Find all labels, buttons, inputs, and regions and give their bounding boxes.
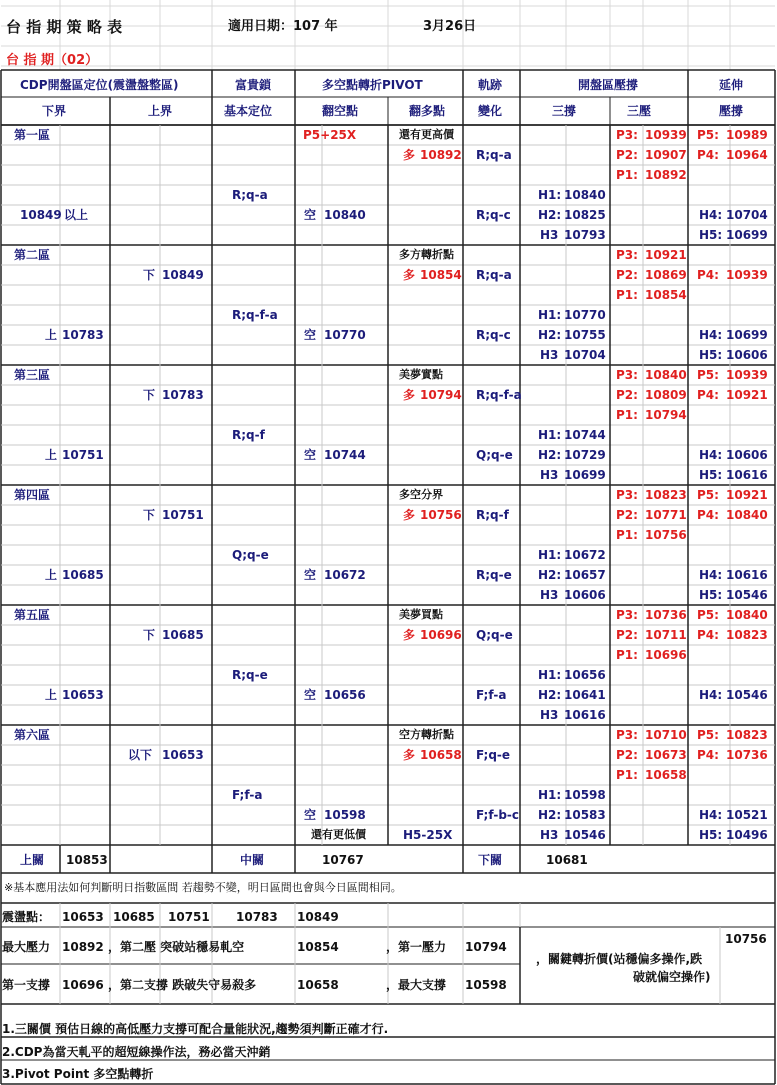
- p1-value: 10696: [645, 648, 687, 662]
- res1-label: ，第一壓力: [386, 940, 447, 954]
- h4-value: 10546: [726, 688, 768, 702]
- zone-lower: 10685: [62, 568, 104, 582]
- h4-value: 10606: [726, 448, 768, 462]
- h5-label: H5:: [699, 588, 723, 602]
- zone-track-short: R;q-c: [476, 328, 511, 342]
- col-header-open-sr: 開盤區壓撐: [578, 78, 639, 92]
- h1-label: H1:: [538, 548, 562, 562]
- h2-label: H2:: [538, 808, 562, 822]
- h2-value: 10729: [564, 448, 606, 462]
- footnote-2: 2.CDP為當天軋平的超短線操作法，務必當天沖銷: [2, 1045, 271, 1059]
- p2-value: 10673: [645, 748, 687, 762]
- h4-value: 10616: [726, 568, 768, 582]
- zone-upper-label: 下: [143, 508, 156, 522]
- summary-mid-value: 10767: [322, 853, 364, 867]
- p5-value: 10921: [726, 488, 768, 502]
- zone-base: F;f-a: [232, 788, 263, 802]
- p5-label: P5:: [697, 608, 719, 622]
- h1-label: H1:: [538, 308, 562, 322]
- col-header-track: 軌跡: [478, 78, 503, 92]
- col-header-pressure: 壓撐: [719, 104, 744, 118]
- p1-label: P1:: [616, 288, 638, 302]
- p2-label: P2:: [616, 628, 638, 642]
- zone-track-short: Q;q-e: [476, 448, 513, 462]
- h2-value: 10583: [564, 808, 606, 822]
- p2-value: 10869: [645, 268, 687, 282]
- zone-lower-label: 上: [45, 328, 58, 342]
- h5-value: 10699: [726, 228, 768, 242]
- key-pivot-line1: ，關鍵轉折價(站穩偏多操作,跌: [536, 952, 703, 966]
- osc-label: 震盪點：: [2, 910, 51, 924]
- col-header-rich: 富貴鎖: [235, 78, 272, 92]
- p4-value: 10840: [726, 508, 768, 522]
- key-pivot-value: 10756: [725, 932, 767, 946]
- h4-value: 10521: [726, 808, 768, 822]
- col-header-base: 基本定位: [224, 104, 273, 118]
- p2-value: 10771: [645, 508, 687, 522]
- summary-mid-label: 中關: [240, 853, 265, 867]
- long-prefix: 多: [403, 388, 416, 402]
- zone-base: R;q-f: [232, 428, 265, 442]
- max-sup-value: 10598: [465, 978, 507, 992]
- p5-value: 10823: [726, 728, 768, 742]
- h2-value: 10755: [564, 328, 606, 342]
- zone-name: 第四區: [14, 488, 51, 502]
- zone-long: 10696: [420, 628, 462, 642]
- h5-label: H5:: [699, 228, 723, 242]
- p5-label: P5:: [697, 368, 719, 382]
- res1-value: 10794: [465, 940, 507, 954]
- p2-label: P2:: [616, 748, 638, 762]
- h2-label: H2:: [538, 328, 562, 342]
- p4-value: 10964: [726, 148, 768, 162]
- h4-label: H4:: [699, 208, 723, 222]
- h3-value: 10699: [564, 468, 606, 482]
- col-header-support: 三撐: [552, 104, 577, 118]
- h1-label: H1:: [538, 788, 562, 802]
- p4-label: P4:: [697, 268, 719, 282]
- short-prefix: 空: [304, 328, 317, 342]
- short-prefix: 空: [304, 808, 317, 822]
- p4-label: P4:: [697, 748, 719, 762]
- p4-value: 10939: [726, 268, 768, 282]
- zone-long-note: 空方轉折點: [399, 728, 454, 741]
- date-day: 3月26日: [423, 19, 477, 34]
- h1-value: 10744: [564, 428, 606, 442]
- p3-value: 10823: [645, 488, 687, 502]
- zone-base: Q;q-e: [232, 548, 269, 562]
- zone-upper: 10783: [162, 388, 204, 402]
- zone-track-long: F;q-e: [476, 748, 511, 762]
- col-header-upper: 上界: [148, 104, 173, 118]
- col-header-cdp: CDP開盤區定位(震盪盤整區): [20, 78, 179, 92]
- sup2-label: ，第二支撐 跌破失守易殺多: [108, 978, 257, 992]
- p5-value: 10939: [726, 368, 768, 382]
- zone-track-long: Q;q-e: [476, 628, 513, 642]
- zone-long-bottom: H5-25X: [403, 828, 453, 842]
- p5-label: P5:: [697, 488, 719, 502]
- p4-value: 10736: [726, 748, 768, 762]
- usage-note: ※基本應用法如何判斷明日指數區間 若趨勢不變，明日區間也會與今日區間相同。: [4, 881, 402, 894]
- col-header-pivot: 多空點轉折PIVOT: [322, 78, 423, 92]
- h2-value: 10641: [564, 688, 606, 702]
- h1-value: 10656: [564, 668, 606, 682]
- p2-label: P2:: [616, 508, 638, 522]
- zone-lower-label: 上: [45, 688, 58, 702]
- zone-short: 10770: [324, 328, 366, 342]
- h3-label: H3: [540, 468, 559, 482]
- zone-short: 10840: [324, 208, 366, 222]
- zone-name: 第六區: [14, 728, 51, 742]
- h5-value: 10546: [726, 588, 768, 602]
- zone-upper-label: 下: [143, 628, 156, 642]
- h3-value: 10793: [564, 228, 606, 242]
- zone-name: 第一區: [14, 128, 51, 142]
- zone-long-note: 美夢實點: [399, 368, 443, 381]
- long-prefix: 多: [403, 628, 416, 642]
- h1-value: 10840: [564, 188, 606, 202]
- p1-value: 10794: [645, 408, 687, 422]
- osc-2: 10685: [113, 910, 155, 924]
- zone-short: 10672: [324, 568, 366, 582]
- p3-label: P3:: [616, 488, 638, 502]
- zone-lower: 10783: [62, 328, 104, 342]
- h3-label: H3: [540, 348, 559, 362]
- sup2-value: 10658: [297, 978, 339, 992]
- h2-label: H2:: [538, 208, 562, 222]
- p2-label: P2:: [616, 388, 638, 402]
- p3-label: P3:: [616, 248, 638, 262]
- osc-5: 10849: [297, 910, 339, 924]
- p3-label: P3:: [616, 728, 638, 742]
- h1-value: 10598: [564, 788, 606, 802]
- p4-label: P4:: [697, 148, 719, 162]
- h2-value: 10825: [564, 208, 606, 222]
- zone-base: R;q-f-a: [232, 308, 278, 322]
- p1-label: P1:: [616, 648, 638, 662]
- p3-value: 10710: [645, 728, 687, 742]
- p1-label: P1:: [616, 768, 638, 782]
- summary-upper-value: 10853: [66, 853, 108, 867]
- zone-short: 10744: [324, 448, 366, 462]
- zone-long: 10658: [420, 748, 462, 762]
- p2-value: 10711: [645, 628, 687, 642]
- zone-long: 10854: [420, 268, 462, 282]
- zone-track-long: R;q-f-a: [476, 388, 522, 402]
- h2-label: H2:: [538, 688, 562, 702]
- zone-short: 10598: [324, 808, 366, 822]
- zone-long: 10794: [420, 388, 462, 402]
- p4-label: P4:: [697, 628, 719, 642]
- p1-value: 10658: [645, 768, 687, 782]
- res2-label: ，第二壓 突破站穩易軋空: [108, 940, 245, 954]
- max-sup-label: ，最大支撐: [386, 978, 447, 992]
- zone-short-top: P5+25X: [303, 128, 357, 142]
- zone-short: 10656: [324, 688, 366, 702]
- h3-value: 10616: [564, 708, 606, 722]
- h3-label: H3: [540, 828, 559, 842]
- p2-label: P2:: [616, 268, 638, 282]
- zone-track-long: R;q-a: [476, 268, 512, 282]
- h3-label: H3: [540, 708, 559, 722]
- h2-label: H2:: [538, 448, 562, 462]
- h5-value: 10616: [726, 468, 768, 482]
- h5-value: 10496: [726, 828, 768, 842]
- h4-label: H4:: [699, 688, 723, 702]
- zone-upper-label: 下: [143, 388, 156, 402]
- zone-upper-label: 下: [143, 268, 156, 282]
- h2-value: 10657: [564, 568, 606, 582]
- long-prefix: 多: [403, 148, 416, 162]
- zone-name: 第二區: [14, 248, 51, 262]
- p5-label: P5:: [697, 728, 719, 742]
- h3-value: 10546: [564, 828, 606, 842]
- zone-upper: 10653: [162, 748, 204, 762]
- h3-label: H3: [540, 228, 559, 242]
- osc-4: 10783: [236, 910, 278, 924]
- short-prefix: 空: [304, 448, 317, 462]
- summary-lower-value: 10681: [546, 853, 588, 867]
- zone-long-note: 美夢買點: [399, 608, 443, 621]
- res2-value: 10854: [297, 940, 339, 954]
- h4-label: H4:: [699, 448, 723, 462]
- zone-upper-label: 以下: [128, 748, 153, 762]
- h1-value: 10770: [564, 308, 606, 322]
- footnote-3: 3.Pivot Point 多空點轉折: [2, 1067, 154, 1081]
- zone-short-note: 還有更低價: [311, 828, 366, 841]
- sheet-title: 台 指 期 策 略 表: [6, 18, 123, 36]
- p3-value: 10939: [645, 128, 687, 142]
- h5-label: H5:: [699, 348, 723, 362]
- p2-label: P2:: [616, 148, 638, 162]
- h1-value: 10672: [564, 548, 606, 562]
- zone-lower: 10751: [62, 448, 104, 462]
- date-label: 適用日期：107 年: [228, 19, 338, 34]
- p1-value: 10892: [645, 168, 687, 182]
- h1-label: H1:: [538, 188, 562, 202]
- zone-lower-suffix: 以上: [64, 208, 89, 222]
- p5-label: P5:: [697, 128, 719, 142]
- h1-label: H1:: [538, 428, 562, 442]
- zone-long-note: 多空分界: [399, 488, 443, 501]
- zone-upper: 10751: [162, 508, 204, 522]
- short-prefix: 空: [304, 568, 317, 582]
- h3-value: 10606: [564, 588, 606, 602]
- zone-base: R;q-e: [232, 668, 268, 682]
- p3-label: P3:: [616, 368, 638, 382]
- p3-label: P3:: [616, 128, 638, 142]
- zone-track-short: R;q-c: [476, 208, 511, 222]
- sup1-label: 第一支撐: [2, 978, 51, 992]
- p2-value: 10907: [645, 148, 687, 162]
- h2-label: H2:: [538, 568, 562, 582]
- col-header-ext: 延伸: [719, 78, 744, 92]
- p4-value: 10921: [726, 388, 768, 402]
- zone-long: 10756: [420, 508, 462, 522]
- key-pivot-line2: 破就偏空操作): [633, 970, 711, 984]
- zone-long-note: 還有更高價: [399, 128, 454, 141]
- footnote-1: 1.三關價 預估日線的高低壓力支撐可配合量能狀況,趨勢須判斷正確才行.: [2, 1022, 389, 1036]
- short-prefix: 空: [304, 208, 317, 222]
- h1-label: H1:: [538, 668, 562, 682]
- sup1-value: 10696: [62, 978, 104, 992]
- h4-label: H4:: [699, 808, 723, 822]
- summary-upper-label: 上關: [20, 853, 45, 867]
- h5-label: H5:: [699, 828, 723, 842]
- section-title: 台 指 期（02）: [6, 53, 99, 68]
- zone-lower: 10653: [62, 688, 104, 702]
- zone-track-long: R;q-f: [476, 508, 509, 522]
- p4-label: P4:: [697, 508, 719, 522]
- p3-value: 10921: [645, 248, 687, 262]
- zone-lower: 10849: [20, 208, 62, 222]
- h3-value: 10704: [564, 348, 606, 362]
- osc-3: 10751: [168, 910, 210, 924]
- zone-upper: 10849: [162, 268, 204, 282]
- p5-value: 10840: [726, 608, 768, 622]
- summary-lower-label: 下關: [478, 853, 503, 867]
- h5-value: 10606: [726, 348, 768, 362]
- p3-value: 10736: [645, 608, 687, 622]
- long-prefix: 多: [403, 748, 416, 762]
- p1-label: P1:: [616, 168, 638, 182]
- p4-value: 10823: [726, 628, 768, 642]
- p1-value: 10854: [645, 288, 687, 302]
- col-header-resist: 三壓: [627, 104, 652, 118]
- max-res-value: 10892: [62, 940, 104, 954]
- col-header-flip-long: 翻多點: [409, 104, 446, 118]
- long-prefix: 多: [403, 268, 416, 282]
- h4-value: 10699: [726, 328, 768, 342]
- col-header-flip-short: 翻空點: [322, 104, 359, 118]
- p1-label: P1:: [616, 408, 638, 422]
- p3-label: P3:: [616, 608, 638, 622]
- zone-track-short: F;f-a: [476, 688, 507, 702]
- zone-upper: 10685: [162, 628, 204, 642]
- max-res-label: 最大壓力: [2, 940, 51, 954]
- zone-long-note: 多方轉折點: [399, 248, 454, 261]
- zone-track-long: R;q-a: [476, 148, 512, 162]
- osc-1: 10653: [62, 910, 104, 924]
- zone-name: 第三區: [14, 368, 51, 382]
- h4-label: H4:: [699, 328, 723, 342]
- p2-value: 10809: [645, 388, 687, 402]
- p3-value: 10840: [645, 368, 687, 382]
- zone-long: 10892: [420, 148, 462, 162]
- zone-track-short: R;q-e: [476, 568, 512, 582]
- p4-label: P4:: [697, 388, 719, 402]
- h3-label: H3: [540, 588, 559, 602]
- p1-value: 10756: [645, 528, 687, 542]
- zone-track-short: F;f-b-c: [476, 808, 520, 822]
- h4-value: 10704: [726, 208, 768, 222]
- h4-label: H4:: [699, 568, 723, 582]
- zone-lower-label: 上: [45, 568, 58, 582]
- p1-label: P1:: [616, 528, 638, 542]
- short-prefix: 空: [304, 688, 317, 702]
- h5-label: H5:: [699, 468, 723, 482]
- long-prefix: 多: [403, 508, 416, 522]
- col-header-change: 變化: [478, 104, 503, 118]
- zone-lower-label: 上: [45, 448, 58, 462]
- zone-name: 第五區: [14, 608, 51, 622]
- col-header-lower: 下界: [42, 104, 67, 118]
- zone-base: R;q-a: [232, 188, 268, 202]
- p5-value: 10989: [726, 128, 768, 142]
